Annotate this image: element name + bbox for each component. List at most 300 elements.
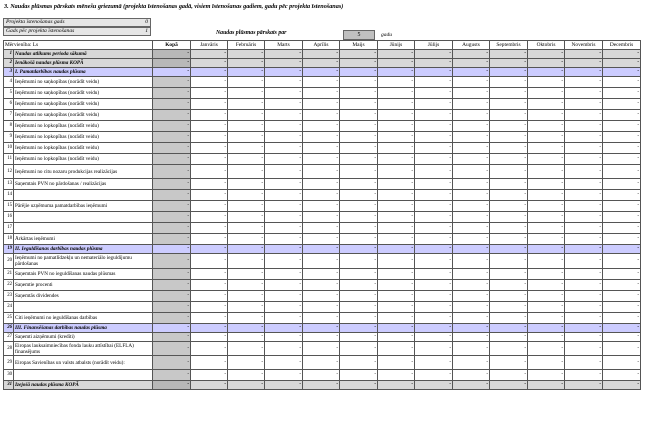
month-value-cell[interactable]: - bbox=[191, 59, 228, 68]
month-value-cell[interactable]: - bbox=[265, 154, 303, 165]
month-value-cell[interactable]: - bbox=[228, 190, 265, 201]
month-value-cell[interactable]: - bbox=[340, 324, 378, 333]
month-value-cell[interactable]: - bbox=[378, 121, 415, 132]
month-value-cell[interactable]: - bbox=[415, 342, 453, 356]
month-value-cell[interactable]: - bbox=[603, 370, 641, 381]
month-value-cell[interactable]: - bbox=[378, 269, 415, 280]
month-value-cell[interactable]: - bbox=[453, 88, 490, 99]
month-value-cell[interactable]: - bbox=[603, 381, 641, 390]
month-value-cell[interactable]: - bbox=[228, 254, 265, 269]
month-value-cell[interactable]: - bbox=[415, 50, 453, 59]
month-value-cell[interactable]: - bbox=[415, 59, 453, 68]
month-value-cell[interactable]: - bbox=[490, 269, 528, 280]
month-value-cell[interactable]: - bbox=[191, 143, 228, 154]
month-value-cell[interactable]: - bbox=[340, 190, 378, 201]
month-value-cell[interactable]: - bbox=[378, 154, 415, 165]
month-value-cell[interactable]: - bbox=[565, 50, 603, 59]
month-value-cell[interactable]: - bbox=[303, 201, 340, 212]
month-value-cell[interactable]: - bbox=[415, 154, 453, 165]
month-value-cell[interactable]: - bbox=[191, 190, 228, 201]
month-value-cell[interactable]: - bbox=[490, 254, 528, 269]
total-cell[interactable]: - bbox=[153, 143, 191, 154]
month-value-cell[interactable]: - bbox=[565, 88, 603, 99]
month-value-cell[interactable]: - bbox=[453, 179, 490, 190]
total-cell[interactable]: - bbox=[153, 201, 191, 212]
month-value-cell[interactable]: - bbox=[228, 88, 265, 99]
month-value-cell[interactable]: - bbox=[528, 245, 565, 254]
month-value-cell[interactable]: - bbox=[565, 121, 603, 132]
month-value-cell[interactable]: - bbox=[415, 356, 453, 370]
after-year-field[interactable] bbox=[3, 27, 151, 36]
month-value-cell[interactable]: - bbox=[378, 333, 415, 342]
total-cell[interactable]: - bbox=[153, 50, 191, 59]
month-value-cell[interactable]: - bbox=[378, 223, 415, 234]
month-value-cell[interactable]: - bbox=[228, 110, 265, 121]
month-value-cell[interactable]: - bbox=[415, 179, 453, 190]
total-cell[interactable]: - bbox=[153, 269, 191, 280]
month-value-cell[interactable]: - bbox=[303, 254, 340, 269]
month-value-cell[interactable]: - bbox=[415, 223, 453, 234]
month-value-cell[interactable]: - bbox=[265, 269, 303, 280]
month-value-cell[interactable]: - bbox=[453, 254, 490, 269]
month-value-cell[interactable]: - bbox=[303, 99, 340, 110]
month-value-cell[interactable]: - bbox=[303, 50, 340, 59]
month-value-cell[interactable]: - bbox=[528, 381, 565, 390]
month-value-cell[interactable]: - bbox=[415, 121, 453, 132]
month-value-cell[interactable]: - bbox=[340, 269, 378, 280]
month-value-cell[interactable]: - bbox=[603, 88, 641, 99]
total-cell[interactable]: - bbox=[153, 132, 191, 143]
month-value-cell[interactable]: - bbox=[303, 342, 340, 356]
month-value-cell[interactable]: - bbox=[528, 50, 565, 59]
month-value-cell[interactable]: - bbox=[453, 121, 490, 132]
month-value-cell[interactable]: - bbox=[528, 121, 565, 132]
month-value-cell[interactable]: - bbox=[453, 381, 490, 390]
month-value-cell[interactable]: - bbox=[415, 99, 453, 110]
month-value-cell[interactable]: - bbox=[265, 313, 303, 324]
total-cell[interactable]: - bbox=[153, 110, 191, 121]
month-value-cell[interactable]: - bbox=[603, 333, 641, 342]
month-value-cell[interactable]: - bbox=[415, 234, 453, 245]
month-value-cell[interactable]: - bbox=[340, 302, 378, 313]
month-value-cell[interactable]: - bbox=[528, 212, 565, 223]
month-value-cell[interactable]: - bbox=[303, 313, 340, 324]
month-value-cell[interactable]: - bbox=[191, 313, 228, 324]
month-value-cell[interactable]: - bbox=[490, 212, 528, 223]
month-value-cell[interactable]: - bbox=[191, 88, 228, 99]
month-value-cell[interactable]: - bbox=[340, 99, 378, 110]
month-value-cell[interactable]: - bbox=[415, 269, 453, 280]
month-value-cell[interactable]: - bbox=[265, 59, 303, 68]
month-value-cell[interactable]: - bbox=[378, 381, 415, 390]
month-value-cell[interactable]: - bbox=[191, 77, 228, 88]
month-value-cell[interactable]: - bbox=[453, 356, 490, 370]
month-value-cell[interactable]: - bbox=[453, 154, 490, 165]
month-value-cell[interactable]: - bbox=[191, 245, 228, 254]
month-value-cell[interactable]: - bbox=[603, 132, 641, 143]
month-value-cell[interactable]: - bbox=[228, 99, 265, 110]
month-value-cell[interactable]: - bbox=[228, 280, 265, 291]
month-value-cell[interactable]: - bbox=[191, 132, 228, 143]
total-cell[interactable]: - bbox=[153, 370, 191, 381]
month-value-cell[interactable]: - bbox=[303, 59, 340, 68]
month-value-cell[interactable]: - bbox=[603, 223, 641, 234]
month-value-cell[interactable]: - bbox=[265, 234, 303, 245]
month-value-cell[interactable]: - bbox=[603, 121, 641, 132]
total-cell[interactable]: - bbox=[153, 121, 191, 132]
month-value-cell[interactable]: - bbox=[415, 280, 453, 291]
total-cell[interactable]: - bbox=[153, 324, 191, 333]
month-value-cell[interactable]: - bbox=[340, 121, 378, 132]
month-value-cell[interactable]: - bbox=[603, 190, 641, 201]
month-value-cell[interactable]: - bbox=[528, 342, 565, 356]
month-value-cell[interactable]: - bbox=[415, 132, 453, 143]
month-value-cell[interactable]: - bbox=[265, 50, 303, 59]
month-value-cell[interactable]: - bbox=[378, 370, 415, 381]
month-value-cell[interactable]: - bbox=[603, 313, 641, 324]
month-value-cell[interactable]: - bbox=[490, 313, 528, 324]
month-value-cell[interactable]: - bbox=[303, 356, 340, 370]
month-value-cell[interactable]: - bbox=[490, 342, 528, 356]
month-value-cell[interactable]: - bbox=[603, 269, 641, 280]
month-value-cell[interactable]: - bbox=[453, 223, 490, 234]
month-value-cell[interactable]: - bbox=[378, 291, 415, 302]
month-value-cell[interactable]: - bbox=[228, 121, 265, 132]
month-value-cell[interactable]: - bbox=[603, 324, 641, 333]
month-value-cell[interactable]: - bbox=[565, 381, 603, 390]
month-value-cell[interactable]: - bbox=[303, 110, 340, 121]
month-value-cell[interactable]: - bbox=[191, 201, 228, 212]
month-value-cell[interactable]: - bbox=[453, 143, 490, 154]
month-value-cell[interactable]: - bbox=[378, 110, 415, 121]
total-cell[interactable]: - bbox=[153, 356, 191, 370]
month-value-cell[interactable]: - bbox=[603, 280, 641, 291]
month-value-cell[interactable]: - bbox=[565, 59, 603, 68]
month-value-cell[interactable]: - bbox=[528, 99, 565, 110]
month-value-cell[interactable]: - bbox=[340, 245, 378, 254]
month-value-cell[interactable]: - bbox=[378, 143, 415, 154]
month-value-cell[interactable]: - bbox=[415, 68, 453, 77]
month-value-cell[interactable]: - bbox=[490, 190, 528, 201]
month-value-cell[interactable]: - bbox=[453, 333, 490, 342]
month-value-cell[interactable]: - bbox=[415, 110, 453, 121]
month-value-cell[interactable]: - bbox=[453, 132, 490, 143]
month-value-cell[interactable]: - bbox=[191, 154, 228, 165]
month-value-cell[interactable]: - bbox=[528, 154, 565, 165]
month-value-cell[interactable]: - bbox=[340, 254, 378, 269]
month-value-cell[interactable]: - bbox=[191, 165, 228, 179]
total-cell[interactable]: - bbox=[153, 179, 191, 190]
month-value-cell[interactable]: - bbox=[528, 302, 565, 313]
month-value-cell[interactable]: - bbox=[603, 77, 641, 88]
month-value-cell[interactable]: - bbox=[565, 99, 603, 110]
month-value-cell[interactable]: - bbox=[340, 333, 378, 342]
month-value-cell[interactable]: - bbox=[490, 179, 528, 190]
total-cell[interactable]: - bbox=[153, 77, 191, 88]
month-value-cell[interactable]: - bbox=[228, 291, 265, 302]
month-value-cell[interactable]: - bbox=[490, 110, 528, 121]
month-value-cell[interactable]: - bbox=[415, 190, 453, 201]
month-value-cell[interactable]: - bbox=[191, 370, 228, 381]
month-value-cell[interactable]: - bbox=[228, 269, 265, 280]
month-value-cell[interactable]: - bbox=[191, 342, 228, 356]
month-value-cell[interactable]: - bbox=[603, 356, 641, 370]
month-value-cell[interactable]: - bbox=[265, 77, 303, 88]
month-value-cell[interactable]: - bbox=[415, 381, 453, 390]
month-value-cell[interactable]: - bbox=[565, 245, 603, 254]
total-cell[interactable]: - bbox=[153, 59, 191, 68]
month-value-cell[interactable]: - bbox=[265, 143, 303, 154]
month-value-cell[interactable]: - bbox=[415, 201, 453, 212]
total-cell[interactable]: - bbox=[153, 342, 191, 356]
month-value-cell[interactable]: - bbox=[228, 179, 265, 190]
month-value-cell[interactable]: - bbox=[303, 88, 340, 99]
month-value-cell[interactable]: - bbox=[453, 324, 490, 333]
month-value-cell[interactable]: - bbox=[378, 68, 415, 77]
month-value-cell[interactable]: - bbox=[603, 50, 641, 59]
total-cell[interactable]: - bbox=[153, 280, 191, 291]
month-value-cell[interactable]: - bbox=[490, 381, 528, 390]
month-value-cell[interactable]: - bbox=[340, 165, 378, 179]
month-value-cell[interactable]: - bbox=[340, 179, 378, 190]
total-cell[interactable]: - bbox=[153, 212, 191, 223]
month-value-cell[interactable]: - bbox=[603, 59, 641, 68]
month-value-cell[interactable]: - bbox=[453, 291, 490, 302]
month-value-cell[interactable]: - bbox=[191, 302, 228, 313]
month-value-cell[interactable]: - bbox=[603, 99, 641, 110]
month-value-cell[interactable]: - bbox=[378, 254, 415, 269]
month-value-cell[interactable]: - bbox=[490, 50, 528, 59]
month-value-cell[interactable]: - bbox=[228, 313, 265, 324]
month-value-cell[interactable]: - bbox=[453, 190, 490, 201]
month-value-cell[interactable]: - bbox=[228, 302, 265, 313]
month-value-cell[interactable]: - bbox=[528, 223, 565, 234]
month-value-cell[interactable]: - bbox=[415, 88, 453, 99]
month-value-cell[interactable]: - bbox=[565, 342, 603, 356]
month-value-cell[interactable]: - bbox=[415, 370, 453, 381]
month-value-cell[interactable]: - bbox=[191, 179, 228, 190]
month-value-cell[interactable]: - bbox=[228, 77, 265, 88]
month-value-cell[interactable]: - bbox=[228, 154, 265, 165]
month-value-cell[interactable]: - bbox=[265, 212, 303, 223]
month-value-cell[interactable]: - bbox=[265, 165, 303, 179]
month-value-cell[interactable]: - bbox=[490, 356, 528, 370]
month-value-cell[interactable]: - bbox=[378, 190, 415, 201]
month-value-cell[interactable]: - bbox=[191, 324, 228, 333]
total-cell[interactable]: - bbox=[153, 68, 191, 77]
month-value-cell[interactable]: - bbox=[378, 179, 415, 190]
month-value-cell[interactable]: - bbox=[528, 291, 565, 302]
total-cell[interactable]: - bbox=[153, 88, 191, 99]
month-value-cell[interactable]: - bbox=[340, 132, 378, 143]
month-value-cell[interactable]: - bbox=[453, 342, 490, 356]
month-value-cell[interactable]: - bbox=[191, 223, 228, 234]
month-value-cell[interactable]: - bbox=[603, 254, 641, 269]
month-value-cell[interactable]: - bbox=[490, 291, 528, 302]
month-value-cell[interactable]: - bbox=[191, 234, 228, 245]
month-value-cell[interactable]: - bbox=[191, 110, 228, 121]
month-value-cell[interactable]: - bbox=[265, 132, 303, 143]
month-value-cell[interactable]: - bbox=[265, 245, 303, 254]
month-value-cell[interactable]: - bbox=[565, 280, 603, 291]
month-value-cell[interactable]: - bbox=[378, 245, 415, 254]
month-value-cell[interactable]: - bbox=[191, 99, 228, 110]
month-value-cell[interactable]: - bbox=[303, 234, 340, 245]
month-value-cell[interactable]: - bbox=[228, 201, 265, 212]
month-value-cell[interactable]: - bbox=[565, 269, 603, 280]
month-value-cell[interactable]: - bbox=[340, 356, 378, 370]
month-value-cell[interactable]: - bbox=[490, 333, 528, 342]
month-value-cell[interactable]: - bbox=[228, 370, 265, 381]
month-value-cell[interactable]: - bbox=[265, 68, 303, 77]
month-value-cell[interactable]: - bbox=[603, 110, 641, 121]
month-value-cell[interactable]: - bbox=[415, 212, 453, 223]
month-value-cell[interactable]: - bbox=[228, 223, 265, 234]
month-value-cell[interactable]: - bbox=[228, 165, 265, 179]
month-value-cell[interactable]: - bbox=[303, 269, 340, 280]
month-value-cell[interactable]: - bbox=[228, 212, 265, 223]
month-value-cell[interactable]: - bbox=[265, 302, 303, 313]
month-value-cell[interactable]: - bbox=[191, 269, 228, 280]
month-value-cell[interactable]: - bbox=[565, 291, 603, 302]
month-value-cell[interactable]: - bbox=[603, 302, 641, 313]
month-value-cell[interactable]: - bbox=[303, 333, 340, 342]
month-value-cell[interactable]: - bbox=[528, 88, 565, 99]
month-value-cell[interactable]: - bbox=[303, 68, 340, 77]
month-value-cell[interactable]: - bbox=[565, 370, 603, 381]
implementation-year-field[interactable] bbox=[3, 18, 151, 27]
total-cell[interactable]: - bbox=[153, 234, 191, 245]
month-value-cell[interactable]: - bbox=[528, 280, 565, 291]
month-value-cell[interactable]: - bbox=[603, 291, 641, 302]
month-value-cell[interactable]: - bbox=[453, 165, 490, 179]
month-value-cell[interactable]: - bbox=[565, 68, 603, 77]
month-value-cell[interactable]: - bbox=[565, 190, 603, 201]
month-value-cell[interactable]: - bbox=[378, 77, 415, 88]
month-value-cell[interactable]: - bbox=[415, 313, 453, 324]
month-value-cell[interactable]: - bbox=[265, 121, 303, 132]
month-value-cell[interactable]: - bbox=[603, 154, 641, 165]
month-value-cell[interactable]: - bbox=[565, 179, 603, 190]
month-value-cell[interactable]: - bbox=[453, 201, 490, 212]
month-value-cell[interactable]: - bbox=[490, 132, 528, 143]
month-value-cell[interactable]: - bbox=[565, 313, 603, 324]
month-value-cell[interactable]: - bbox=[565, 356, 603, 370]
month-value-cell[interactable]: - bbox=[191, 356, 228, 370]
month-value-cell[interactable]: - bbox=[303, 179, 340, 190]
month-value-cell[interactable]: - bbox=[303, 245, 340, 254]
month-value-cell[interactable]: - bbox=[265, 110, 303, 121]
month-value-cell[interactable]: - bbox=[303, 212, 340, 223]
month-value-cell[interactable]: - bbox=[378, 280, 415, 291]
total-cell[interactable]: - bbox=[153, 245, 191, 254]
month-value-cell[interactable]: - bbox=[453, 269, 490, 280]
month-value-cell[interactable]: - bbox=[453, 234, 490, 245]
month-value-cell[interactable]: - bbox=[453, 212, 490, 223]
month-value-cell[interactable]: - bbox=[265, 223, 303, 234]
month-value-cell[interactable]: - bbox=[528, 370, 565, 381]
month-value-cell[interactable]: - bbox=[603, 68, 641, 77]
month-value-cell[interactable]: - bbox=[603, 165, 641, 179]
month-value-cell[interactable]: - bbox=[303, 324, 340, 333]
total-cell[interactable]: - bbox=[153, 165, 191, 179]
month-value-cell[interactable]: - bbox=[603, 234, 641, 245]
month-value-cell[interactable]: - bbox=[415, 165, 453, 179]
period-year-input[interactable]: 5 bbox=[343, 30, 375, 40]
month-value-cell[interactable]: - bbox=[490, 324, 528, 333]
month-value-cell[interactable]: - bbox=[453, 313, 490, 324]
month-value-cell[interactable]: - bbox=[265, 333, 303, 342]
total-cell[interactable]: - bbox=[153, 190, 191, 201]
month-value-cell[interactable]: - bbox=[340, 381, 378, 390]
month-value-cell[interactable]: - bbox=[265, 99, 303, 110]
month-value-cell[interactable]: - bbox=[340, 110, 378, 121]
month-value-cell[interactable]: - bbox=[303, 154, 340, 165]
month-value-cell[interactable]: - bbox=[228, 143, 265, 154]
month-value-cell[interactable]: - bbox=[453, 370, 490, 381]
month-value-cell[interactable]: - bbox=[603, 179, 641, 190]
month-value-cell[interactable]: - bbox=[191, 280, 228, 291]
month-value-cell[interactable]: - bbox=[191, 333, 228, 342]
month-value-cell[interactable]: - bbox=[603, 143, 641, 154]
month-value-cell[interactable]: - bbox=[340, 342, 378, 356]
month-value-cell[interactable]: - bbox=[565, 324, 603, 333]
month-value-cell[interactable]: - bbox=[415, 302, 453, 313]
month-value-cell[interactable]: - bbox=[265, 280, 303, 291]
month-value-cell[interactable]: - bbox=[528, 254, 565, 269]
month-value-cell[interactable]: - bbox=[415, 291, 453, 302]
month-value-cell[interactable]: - bbox=[228, 245, 265, 254]
month-value-cell[interactable]: - bbox=[303, 165, 340, 179]
month-value-cell[interactable]: - bbox=[191, 291, 228, 302]
month-value-cell[interactable]: - bbox=[378, 165, 415, 179]
month-value-cell[interactable]: - bbox=[453, 302, 490, 313]
total-cell[interactable]: - bbox=[153, 291, 191, 302]
month-value-cell[interactable]: - bbox=[528, 110, 565, 121]
month-value-cell[interactable]: - bbox=[265, 179, 303, 190]
total-cell[interactable]: - bbox=[153, 313, 191, 324]
total-cell[interactable]: - bbox=[153, 302, 191, 313]
month-value-cell[interactable]: - bbox=[378, 212, 415, 223]
total-cell[interactable]: - bbox=[153, 254, 191, 269]
month-value-cell[interactable]: - bbox=[191, 68, 228, 77]
month-value-cell[interactable]: - bbox=[265, 356, 303, 370]
month-value-cell[interactable]: - bbox=[490, 201, 528, 212]
month-value-cell[interactable]: - bbox=[303, 143, 340, 154]
month-value-cell[interactable]: - bbox=[378, 50, 415, 59]
month-value-cell[interactable]: - bbox=[415, 77, 453, 88]
month-value-cell[interactable]: - bbox=[340, 68, 378, 77]
month-value-cell[interactable]: - bbox=[565, 201, 603, 212]
month-value-cell[interactable]: - bbox=[303, 190, 340, 201]
month-value-cell[interactable]: - bbox=[340, 77, 378, 88]
month-value-cell[interactable]: - bbox=[565, 77, 603, 88]
month-value-cell[interactable]: - bbox=[303, 121, 340, 132]
month-value-cell[interactable]: - bbox=[415, 254, 453, 269]
month-value-cell[interactable]: - bbox=[490, 165, 528, 179]
month-value-cell[interactable]: - bbox=[528, 59, 565, 68]
month-value-cell[interactable]: - bbox=[603, 201, 641, 212]
month-value-cell[interactable]: - bbox=[603, 212, 641, 223]
month-value-cell[interactable]: - bbox=[191, 212, 228, 223]
month-value-cell[interactable]: - bbox=[265, 381, 303, 390]
month-value-cell[interactable]: - bbox=[453, 68, 490, 77]
month-value-cell[interactable]: - bbox=[340, 313, 378, 324]
month-value-cell[interactable]: - bbox=[265, 190, 303, 201]
month-value-cell[interactable]: - bbox=[378, 356, 415, 370]
month-value-cell[interactable]: - bbox=[490, 370, 528, 381]
month-value-cell[interactable]: - bbox=[265, 201, 303, 212]
